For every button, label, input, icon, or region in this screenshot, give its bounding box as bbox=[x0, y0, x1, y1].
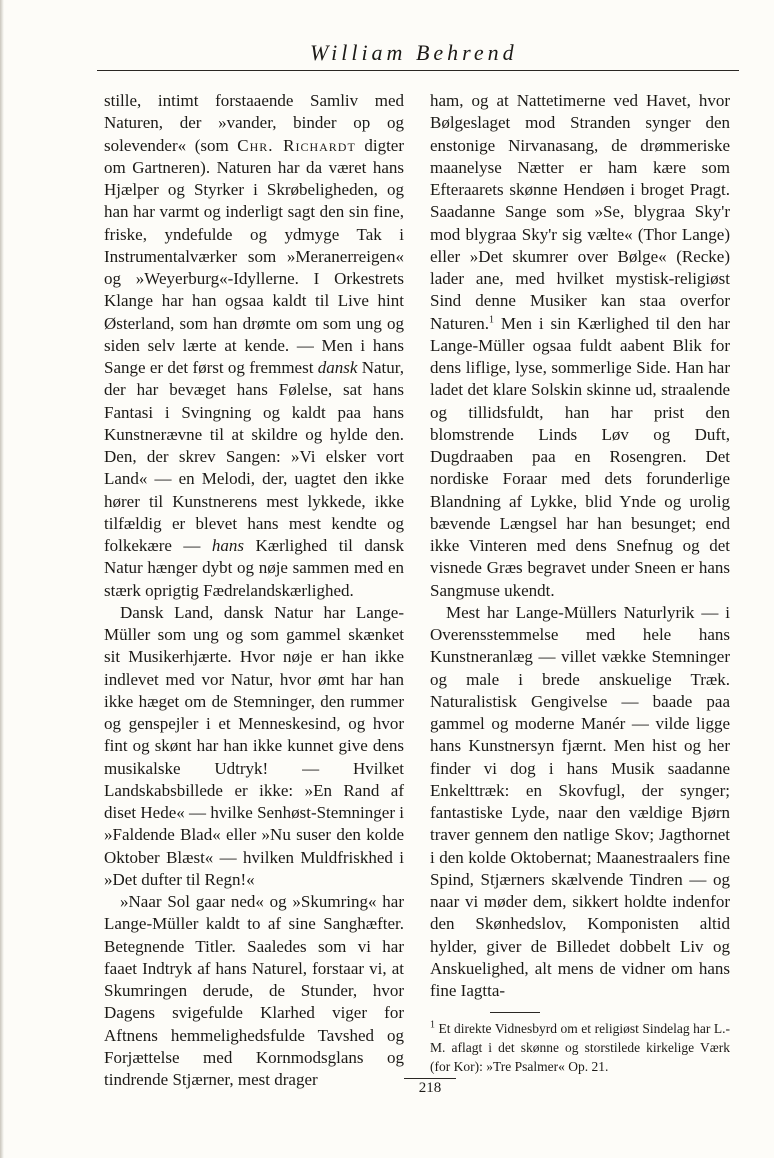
left-text-4: Kærlighed til dansk Natur hænger dybt og nøje sammen med en stærk oprigtig Fædrelandskærlighed. bbox=[104, 536, 405, 600]
left-text-2: digter om Gartneren). Naturen har da været hans Hjælper og Styrker i Skrøbeligheden, og han har varmt og inderligt sagt den sin fine, friske, yndefulde og ydmyge Tak i Instrumentalværker som »Meranerreigen« og »Weyerburg«-Idyllerne. I Orkestrets Klange har han ogsaa kaldt til Live hint Østerland, som han drømte om som ung og siden selv lærte at kende. — Men i hans Sange er det først og fremmest bbox=[104, 135, 405, 377]
header-rule bbox=[97, 70, 739, 71]
left-paragraph-2: Dansk Land, dansk Natur har Lange-Müller som ung og som gammel skænket sit Musikerhjærte. Hvor nøje er han ikke indlevet med vor Natur, hvor ømt har han ikke hæget om de Stemninger, den rummer og genspejler i et Menneskesind, og hvor fint og skønt har han ikke kunnet give dens musikalske Udtryk! — Hvilket Landskabsbillede er ikke: »En Rand af diset Hede« — hvilke Senhøst-Stemninger i »Faldende Blad« eller »Nu suser den kolde Oktober Blæst« — hvilken Muldfriskhed i »Det dufter til Regn!« bbox=[104, 602, 404, 889]
left-column bbox=[104, 90, 404, 1091]
emphasis-dansk: dansk bbox=[317, 358, 358, 377]
footnote-reference[interactable]: 1 bbox=[489, 313, 495, 325]
right-paragraph-2: Mest har Lange-Müllers Naturlyrik — i Overensstemmelse med hele hans Kunstneranlæg — villet vække Stemninger og male i brede anskuelige Træk. Naturalistisk Gengivelse — baade paa gammel og moderne Manér — vilde ligge hans Kunstnersyn fjærnt. Men hist og her finder vi dog i hans Musik saadanne Enkelttræk: en Skovfugl, der synger; fantastiske Lyde, naar den vældige Bjørn traver gennem den natlige Skov; Jagthornet i den kolde Oktobernat; Maanestraalers fine Spind, Stjærners skælvende Tindren — og naar vi møder dem, sikkert holdte indenfor den Skønhedslov, Komponisten altid hylder, giver de Billedet dobbelt Liv og Anskuelighed, alt mens de vidner om hans fine Iagtta- bbox=[430, 602, 730, 1000]
right-text-1: ham, og at Nattetimerne ved Havet, hvor Bølgeslaget mod Stranden synger den enstonige Nirvanasang, de drømmeriske maanelyse Nætter er ham kære som Efteraarets skønne Hendøen i broget Pragt. Saadanne Sange som »Se, blygraa Sky'r mod blygraa Sky'r sig vælte« (Thor Lange) eller »Det skumrer over Bølge« (Recke) lader ane, med hvilket mystisk-religiøst Sind denne Musiker kan staa overfor Naturen. bbox=[430, 91, 730, 333]
left-paragraph-3: »Naar Sol gaar ned« og »Skumring« har Lange-Müller kaldt to af sine Sanghæfter. Betegnende Titler. Saaledes som vi har faaet Indtryk af hans Naturel, forstaar vi, at Skumringen derude, de Stunder, hvor Dagens svigefulde Klarhed viger for Aftnens hemmelighedsfulde Tavshed og Forjættelse med Kornmodsglans og tindrende Stjærner, mest drager bbox=[104, 892, 404, 1089]
right-text-2: Men i sin Kærlighed til den har Lange-Müller ogsaa fuldt aabent Blik for dens liflige, lyse, sommerlige Side. Han har ladet det klare Solskin skinne ud, straalende og tillidsfuldt, han har prist den blomstrende Linds Løv og Duft, Dugdraaben paa en Rosengren. Det nordiske Foraar med dets forunderlige Blandning af Lykke, blid Ynde og urolig bævende Længsel har han besunget; end ikke Vinteren med dens Snefnug og det visnede Græs begravet under Sneen er hans Sangmuse ukendt. bbox=[430, 313, 731, 600]
page-edge-shadow bbox=[0, 0, 4, 1158]
right-column bbox=[430, 90, 730, 1076]
footnote-rule bbox=[490, 1012, 540, 1013]
page-number: 218 bbox=[418, 1080, 442, 1096]
footnote bbox=[430, 1019, 730, 1076]
emphasis-hans: hans bbox=[211, 536, 245, 555]
author-name-richardt: Chr. Richardt bbox=[237, 135, 356, 155]
left-text-1: stille, intimt forstaaende Samliv med Naturen, der »vander, binder op og solevender« (som bbox=[104, 91, 404, 155]
left-text-3: Natur, der har bevæget hans Følelse, sat hans Fantasi i Svingning og kaldt paa hans Kunstnerævne til at skildre og hylde den. Den, der skrev Sangen: »Vi elsker vort Land« — en Melodi, der, uagtet den ikke hører til Kunstnerens mest lykkede, ikke tilfældig er blevet hans mest kendte og folkekære — bbox=[104, 358, 404, 555]
footnote-marker: 1 bbox=[430, 1019, 435, 1031]
right-paragraph-1 bbox=[430, 90, 730, 602]
folio-rule bbox=[404, 1078, 456, 1079]
running-title: William Behrend bbox=[310, 40, 518, 65]
left-paragraph-1 bbox=[104, 90, 404, 602]
footnote-text: Et direkte Vidnesbyrd om et religiøst Sindelag har L.-M. aflagt i det skønne og storstilede kirkelige Værk (for Kor): »Tre Psalmer« Op. 21. bbox=[430, 1021, 731, 1075]
